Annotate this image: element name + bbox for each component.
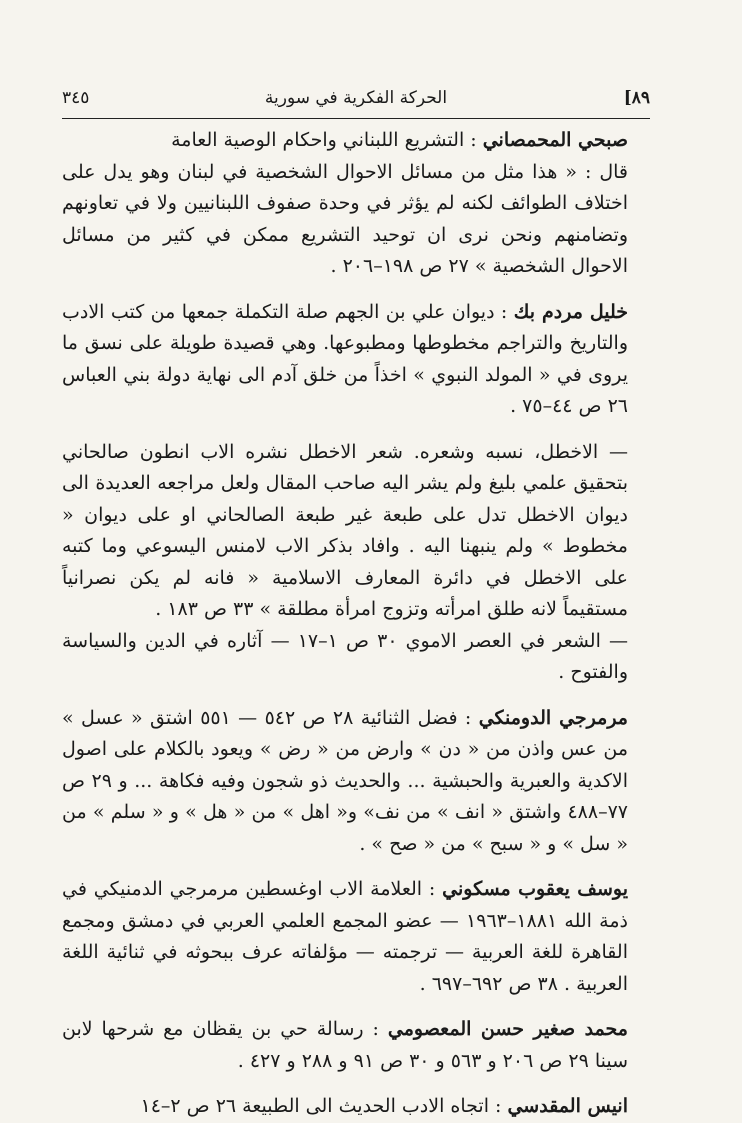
entry-mardam-bek [62,297,650,423]
author-name: انيس المقدسي [507,1095,628,1117]
entry-title: : التشريع اللبناني واحكام الوصية العامة [171,129,483,151]
running-title: الحركة الفكرية في سورية [264,88,448,108]
entry-paragraph: قال : « هذا مثل من مسائل الاحوال الشخصية في لبنان وهو يدل على اختلاف الطوائف لكنه لم يؤثر في وحدة صفوف اللبنانيين ولا في تعاونهم وتضامنهم ونحن نرى ان توحيد التشريع ممكن في كثير من مسائل الاحوال الشخصية » ٢٧ ص ١٩٨–٢٠٦ . [62,160,628,277]
entry-title: : العلامة الاب اوغسطين مرمرجي الدمنيكي في ذمة الله ١٨٨١–١٩٦٣ — عضو المجمع العلمي العربي في دمشق ومجمع القاهرة للغة العربية — ترجمته — مؤلفاته عرف ببحوثه في ثنائية اللغة العربية . ٣٨ ص ٦٩٢–٦٩٧ . [62,878,628,995]
entry-mardam-bek-akhtal [62,437,650,689]
author-name: صبحي المحمصاني [482,129,628,151]
bibliography-entries [62,125,650,1123]
entry-masoumi [62,1014,650,1077]
author-name: خليل مردم بك [513,300,628,323]
entry-title: : اتجاه الادب الحديث الى الطبيعة ٢٦ ص ٢–١٤ [140,1095,508,1117]
author-name: يوسف يعقوب مسكوني [442,878,628,900]
entry-paragraph: — الاخطل، نسبه وشعره. شعر الاخطل نشره الاب انطون صالحاني بتحقيق علمي بليغ ولم يشر اليه صاحب المقال ولعل مراجعه العديدة الى ديوان الاخطل تدل على طبعة غير طبعة الصالحاني او على ديوان « مخطوط » ولم ينبهنا اليه . وافاد بذكر الاب لامنس اليسوعي وما كتبه على الاخطل في دائرة المعارف الاسلامية « فانه لم يكن نصرانياً مستقيماً لانه طلق امرأته وتزوج امرأة مطلقة » ٣٣ ص ١٨٣ . [62,440,628,620]
author-name: مرمرجي الدومنكي [478,706,628,729]
entry-marmarji [62,703,650,861]
entry-mahmasani [62,125,650,283]
page-header [62,86,650,119]
entry-paragraph: — الشعر في العصر الاموي ٣٠ ص ١–١٧ — آثاره في الدين والسياسة والفتوح . [62,629,628,683]
entry-maskouni [62,874,650,1000]
entry-title: : رسالة حي بن يقظان مع شرحها لابن سينا ٢٩ ص ٢٠٦ و ٥٦٣ و ٣٠ ص ٩١ و ٢٨٨ و ٤٢٧ . [62,1018,628,1072]
entry-title: : فضل الثنائية ٢٨ ص ٥٤٢ — ٥٥١ اشتق « عسل » من عس واذن من « دن » وارض من « رض » ويعود بالكلام على اصول الاكدية والعبرية والحبشية ... والحديث ذو شجون وفيه فكاهة ... و ٢٩ ص ٧٧–٤٨٨ واشتق « انف » من نف» و« اهل » من « هل » و « سلم » من « سل » و « سبح » من « صح » . [62,706,628,855]
page-number-right: ٨٩] [623,88,650,108]
entry-maqdisi [62,1091,650,1123]
page-number-left: ٣٤٥ [62,88,90,108]
entry-title: : ديوان علي بن الجهم صلة التكملة جمعها من كتب الادب والتاريخ والتراجم مخطوطها ومطبوعها. وهي قصيدة طويلة على نسق ما يروى في « المولد النبوي » اخذاً من خلق آدم الى نهاية دولة بني العباس ٢٦ ص ٤٤–٧٥ . [62,300,628,417]
author-name: محمد صغير حسن المعصومي [387,1018,628,1040]
